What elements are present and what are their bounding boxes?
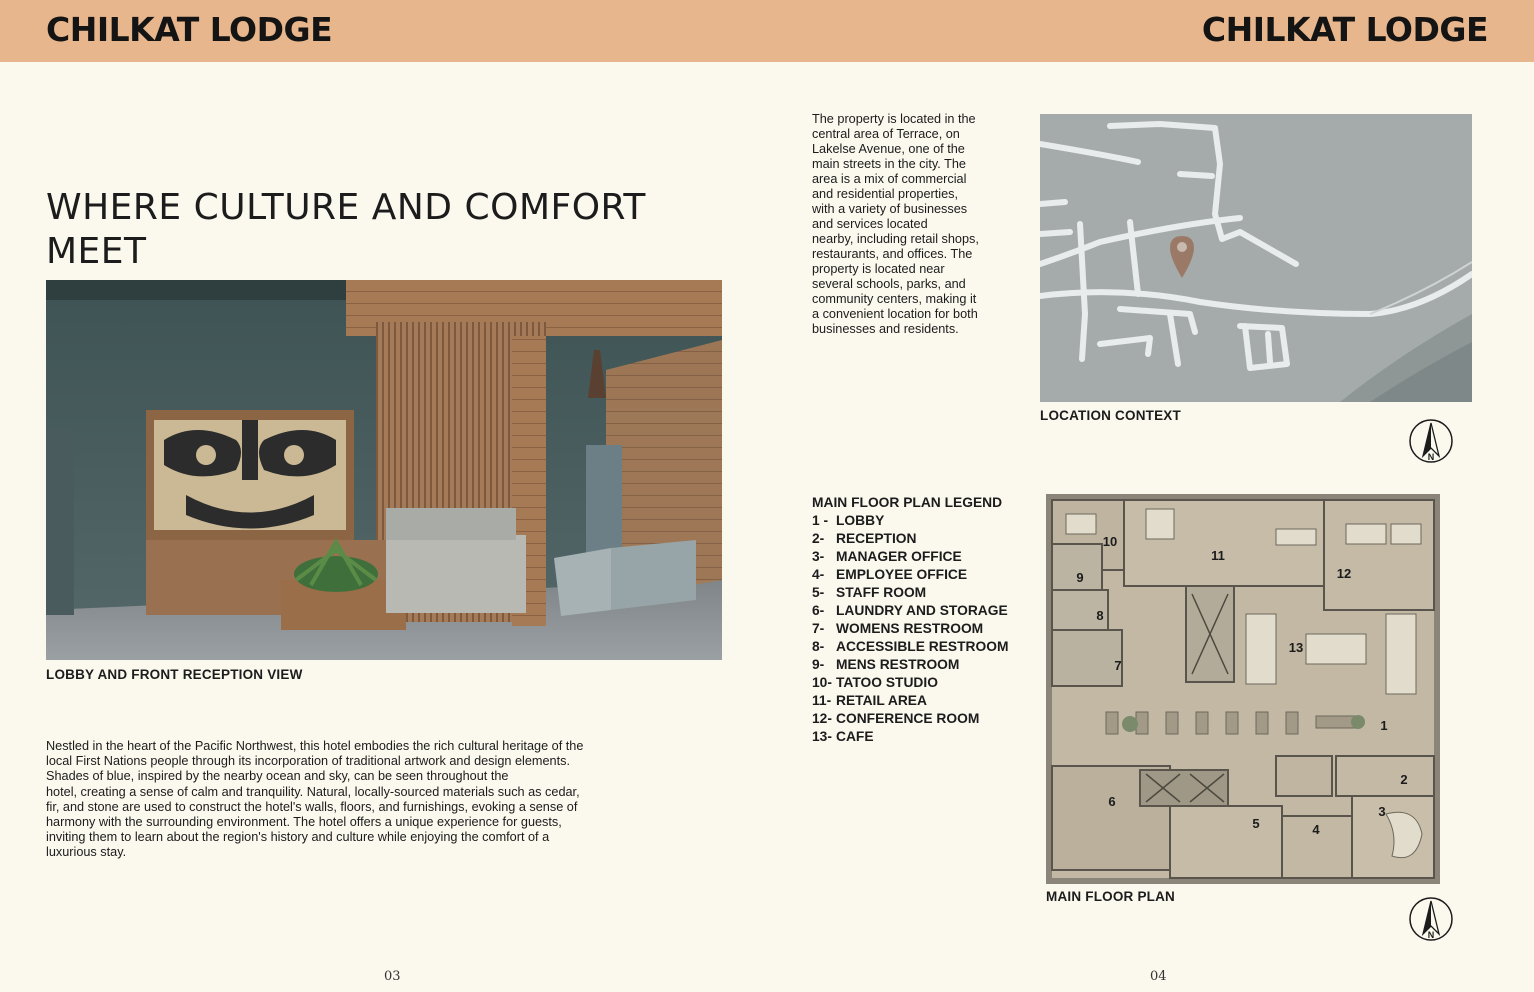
plan-room-label: 3 <box>1378 804 1386 819</box>
legend-item: 11- RETAIL AREA <box>812 693 927 708</box>
intro-line: harmony with the surrounding environment. The hotel offers a unique experience for guests, <box>46 815 562 830</box>
plan-room-label: 8 <box>1096 608 1104 623</box>
intro-line: fir, and stone are used to construct the hotel's walls, floors, and furnishings, evoking a sense of <box>46 799 578 814</box>
intro-line: Shades of blue, inspired by the nearby ocean and sky, can be seen throughout the <box>46 769 509 784</box>
location-line: central area of Terrace, on <box>812 127 960 141</box>
legend-item: 7- WOMENS RESTROOM <box>812 621 984 636</box>
legend-item: 3- MANAGER OFFICE <box>812 549 962 564</box>
location-line: Lakelse Avenue, one of the <box>812 142 965 156</box>
location-line: several schools, parks, and <box>812 277 966 291</box>
location-line: main streets in the city. The <box>812 157 966 171</box>
legend-item: 12- CONFERENCE ROOM <box>812 711 980 726</box>
headline-line-2: MEET <box>46 231 147 272</box>
intro-paragraph <box>46 739 716 861</box>
location-line: community centers, making it <box>812 292 977 306</box>
location-line: and services located <box>812 217 928 231</box>
location-line: property is located near <box>812 262 945 276</box>
main-floor-plan-image <box>1046 494 1440 884</box>
plan-room-label: 11 <box>1211 548 1225 563</box>
location-line: and residential properties, <box>812 187 958 201</box>
legend-item: 1 - LOBBY <box>812 513 885 528</box>
page-number-left: 03 <box>384 969 401 984</box>
plan-room-label: 1 <box>1380 718 1388 733</box>
legend-title: MAIN FLOOR PLAN LEGEND <box>812 495 1003 510</box>
plan-room-label: 5 <box>1252 816 1260 831</box>
legend-item: 8- ACCESSIBLE RESTROOM <box>812 639 1009 654</box>
headline-line-1: WHERE CULTURE AND COMFORT <box>46 187 646 228</box>
north-arrow-icon <box>1408 896 1454 942</box>
location-line: area is a mix of commercial <box>812 172 967 186</box>
legend-item: 4- EMPLOYEE OFFICE <box>812 567 968 582</box>
plan-room-label: 12 <box>1336 566 1352 581</box>
location-map-image <box>1040 114 1472 402</box>
location-line: a convenient location for both <box>812 307 978 321</box>
plan-room-label: 6 <box>1108 794 1116 809</box>
location-line: restaurants, and offices. The <box>812 247 973 261</box>
location-paragraph <box>812 112 1030 337</box>
location-caption: LOCATION CONTEXT <box>1040 408 1181 423</box>
plan-room-label: 7 <box>1114 658 1122 673</box>
north-arrow-icon <box>1408 418 1454 464</box>
location-line: nearby, including retail shops, <box>812 232 979 246</box>
plan-room-label: 2 <box>1400 772 1408 787</box>
intro-line: hotel, creating a sense of calm and tranquility. Natural, locally-sourced materials such as cedar, <box>46 784 580 799</box>
lobby-rendering-image <box>46 280 722 660</box>
brand-title-right: CHILKAT LODGE <box>1201 10 1488 49</box>
plan-room-label: 13 <box>1288 640 1304 655</box>
plan-room-label: 4 <box>1312 822 1320 837</box>
location-line: The property is located in the <box>812 112 976 126</box>
brand-title-left: CHILKAT LODGE <box>46 10 333 49</box>
legend-item: 9- MENS RESTROOM <box>812 657 960 672</box>
north-label: N <box>1427 452 1435 462</box>
plan-room-label: 9 <box>1076 570 1084 585</box>
intro-line: Nestled in the heart of the Pacific Northwest, this hotel embodies the rich cultural heritage of the <box>46 739 584 753</box>
legend-item: 2- RECEPTION <box>812 531 917 546</box>
location-line: with a variety of businesses <box>812 202 968 216</box>
legend-item: 5- STAFF ROOM <box>812 585 927 600</box>
legend-item: 13- CAFE <box>812 729 874 744</box>
intro-line: local First Nations people through its incorporation of traditional artwork and design elements. <box>46 754 570 769</box>
lobby-caption: LOBBY AND FRONT RECEPTION VIEW <box>46 667 303 682</box>
north-label: N <box>1427 930 1435 940</box>
floor-plan-caption: MAIN FLOOR PLAN <box>1046 889 1175 904</box>
intro-line: luxurious stay. <box>46 845 127 860</box>
floor-plan-legend <box>812 494 1008 746</box>
intro-line: inviting them to learn about the region's history and culture while enjoying the comfort of a <box>46 830 550 845</box>
legend-item: 6- LAUNDRY AND STORAGE <box>812 603 1008 618</box>
plan-room-label: 10 <box>1102 534 1118 549</box>
legend-item: 10- TATOO STUDIO <box>812 675 938 690</box>
location-line: businesses and residents. <box>812 322 959 336</box>
headline <box>46 186 746 274</box>
page-number-right: 04 <box>1150 969 1167 984</box>
